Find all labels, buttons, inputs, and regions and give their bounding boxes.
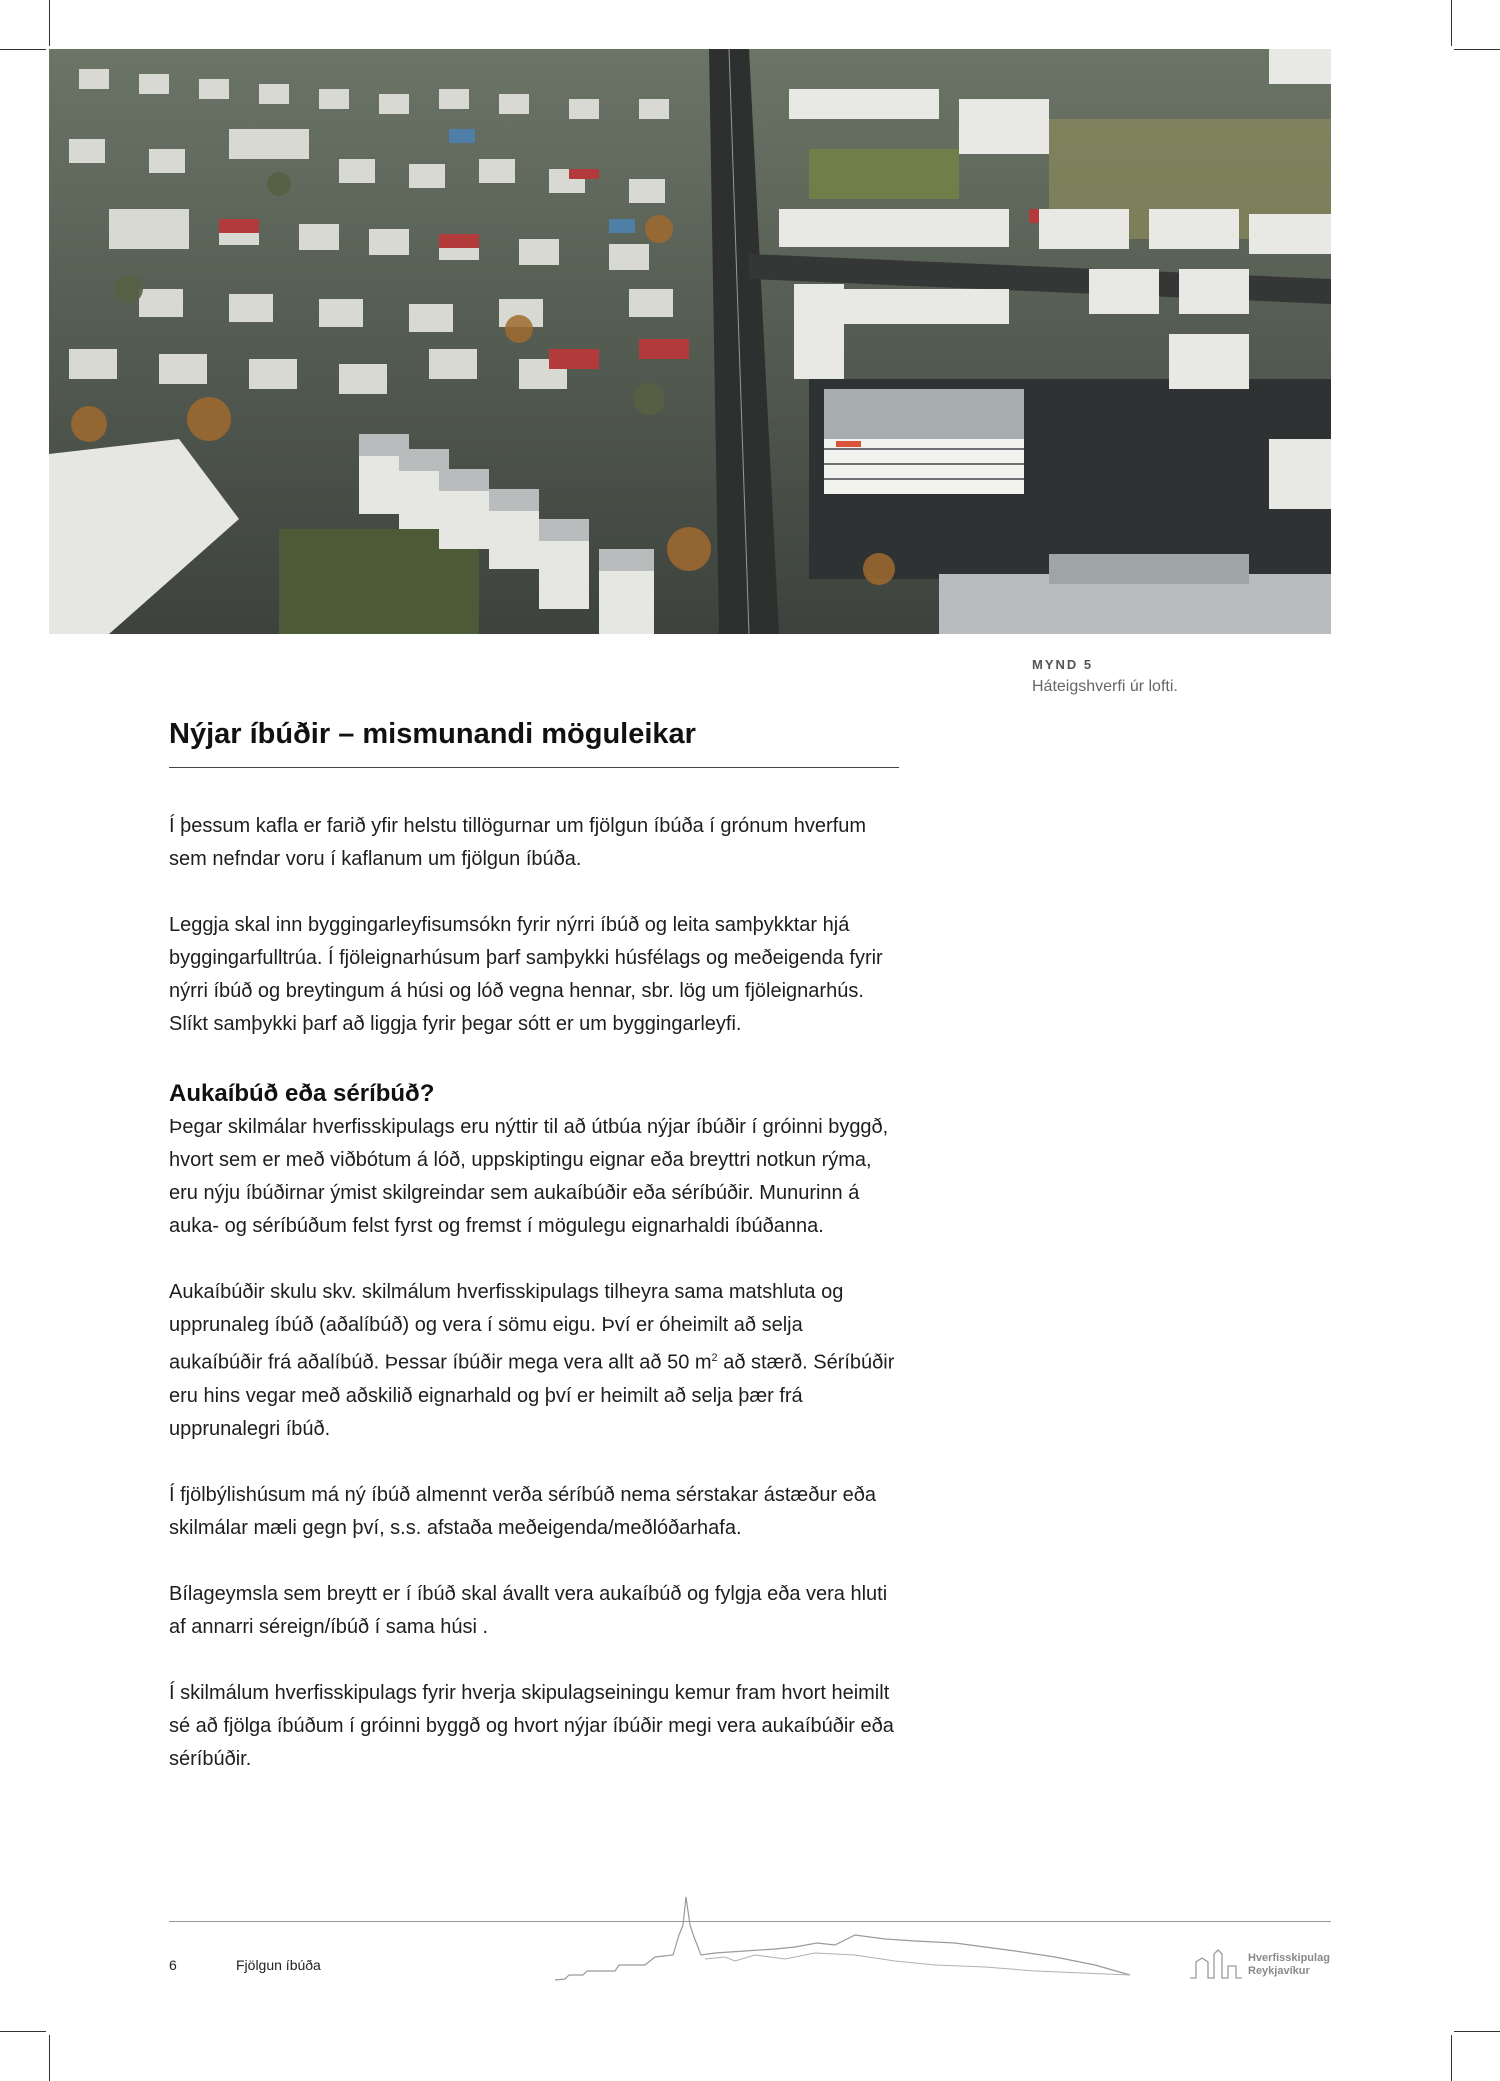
main-content bbox=[169, 718, 899, 1776]
intro-paragraph: Leggja skal inn byggingarleyfisumsókn fyrir nýrri íbúð og leita samþykktar hjá byggingarfulltrúa. Í fjöleignarhúsum þarf samþykki húsfélags og meðeigenda fyrir nýrri íbúð og breytingum á húsi og lóð vegna hennar, sbr. lög um fjöleignarhús. Slíkt samþykki þarf að liggja fyrir þegar sótt er um byggingarleyfi. bbox=[169, 914, 883, 1035]
caption-label: MYND 5 bbox=[1032, 657, 1094, 672]
section-heading: Aukaíbúð eða séríbúð? bbox=[169, 1080, 435, 1107]
crop-mark bbox=[1451, 2035, 1452, 2081]
superscript: 2 bbox=[711, 1352, 718, 1364]
logo-line: Hverfisskipulag bbox=[1248, 1952, 1330, 1964]
crop-mark bbox=[0, 49, 46, 50]
footer-chapter-title: Fjölgun íbúða bbox=[236, 1957, 321, 1973]
caption-text: Háteigshverfi úr lofti. bbox=[1032, 678, 1178, 695]
figure-caption bbox=[1032, 657, 1292, 696]
section-paragraph bbox=[169, 1276, 899, 1446]
logo-line: Reykjavíkur bbox=[1248, 1965, 1310, 1977]
crop-mark bbox=[1451, 0, 1452, 46]
page-title: Nýjar íbúðir – mismunandi möguleikar bbox=[169, 718, 899, 768]
crop-mark bbox=[49, 2035, 50, 2081]
section-paragraph: Í fjölbýlishúsum má ný íbúð almennt verða séríbúð nema sérstakar ástæður eða skilmálar mæli gegn því, s.s. afstaða meðeigenda/meðlóðarhafa. bbox=[169, 1483, 877, 1539]
crop-mark bbox=[0, 2031, 46, 2032]
aerial-neighbourhood-image bbox=[49, 49, 1331, 634]
logo bbox=[1188, 1948, 1330, 1982]
paragraph-text: að stærð. Séríbúðir eru hins vegar með aðskilið eignarhald og því er heimilt að selja þær frá upprunalegri íbúð. bbox=[169, 1351, 895, 1440]
paragraph-text: Aukaíbúðir skulu skv. skilmálum hverfisskipulags tilheyra sama matshluta og upprunaleg íbúð (aðalíbúð) og vera í sömu eigu. Því er óheimilt að selja aukaíbúðir frá aðalíbúð. Þessar íbúðir mega vera allt að 50 m bbox=[169, 1281, 844, 1374]
section-paragraph: Bílageymsla sem breytt er í íbúð skal ávallt vera aukaíbúð og fylgja eða vera hluti af annarri séreign/íbúð í sama húsi . bbox=[169, 1582, 888, 1638]
section-paragraph: Í skilmálum hverfisskipulags fyrir hverja skipulagseiningu kemur fram hvort heimilt sé að fjölga íbúðum í gróinni byggð og hvort nýjar íbúðir megi vera aukaíbúðir eða séríbúðir. bbox=[169, 1681, 894, 1770]
section-paragraph: Þegar skilmálar hverfisskipulags eru nýttir til að útbúa nýjar íbúðir í gróinni byggð, hvort sem er með viðbótum á lóð, uppskiptingu eignar eða breyttri notkun rýma, eru nýju íbúðirnar ýmist skilgreindar sem aukaíbúðir eða séríbúðir. Munurinn á auka- og séríbúðum felst fyrst og fremst í mögulegu eignarhaldi íbúðanna. bbox=[169, 1116, 889, 1237]
city-skyline-logo-icon bbox=[1188, 1948, 1244, 1982]
crop-mark bbox=[1454, 2031, 1500, 2032]
crop-mark bbox=[1454, 49, 1500, 50]
skyline-illustration bbox=[555, 1895, 1135, 1990]
intro-paragraph: Í þessum kafla er farið yfir helstu tillögurnar um fjölgun íbúða í grónum hverfum sem nefndar voru í kaflanum um fjölgun íbúða. bbox=[169, 815, 866, 870]
crop-mark bbox=[49, 0, 50, 46]
page-number: 6 bbox=[169, 1957, 177, 1973]
logo-text bbox=[1248, 1952, 1330, 1978]
